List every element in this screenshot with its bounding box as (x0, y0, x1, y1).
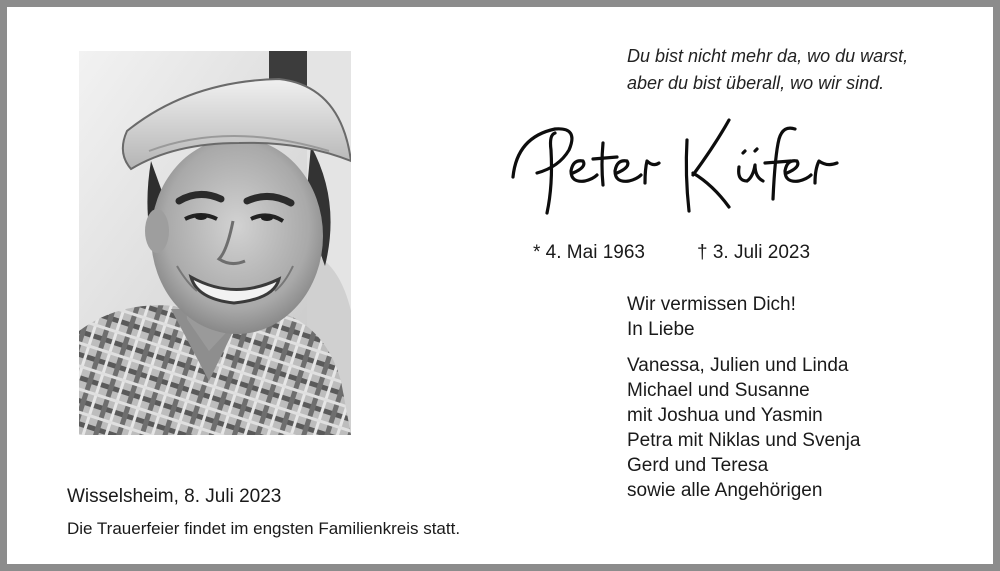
quote (627, 43, 908, 97)
portrait-photo (79, 51, 351, 435)
birth-date: * 4. Mai 1963 (533, 242, 645, 263)
family-line: sowie alle Angehörigen (627, 480, 823, 501)
family-line: Michael und Susanne (627, 380, 810, 401)
family-list (627, 353, 860, 503)
funeral-note: Die Trauerfeier findet im engsten Familienkreis statt. (67, 519, 461, 538)
quote-line-1: Du bist nicht mehr da, wo du warst, (627, 46, 909, 66)
place-and-date: Wisselsheim, 8. Juli 2023 (67, 486, 282, 507)
death-date: † 3. Juli 2023 (697, 242, 811, 263)
family-line: Vanessa, Julien und Linda (627, 355, 849, 376)
message-line-2: In Liebe (627, 319, 695, 340)
message-line-1: Wir vermissen Dich! (627, 294, 796, 315)
family-line: Gerd und Teresa (627, 455, 769, 476)
message (627, 292, 796, 342)
name-signature (507, 115, 852, 230)
family-line: mit Joshua und Yasmin (627, 405, 823, 426)
family-line: Petra mit Niklas und Svenja (627, 430, 861, 451)
quote-line-2: aber du bist überall, wo wir sind. (627, 73, 885, 93)
